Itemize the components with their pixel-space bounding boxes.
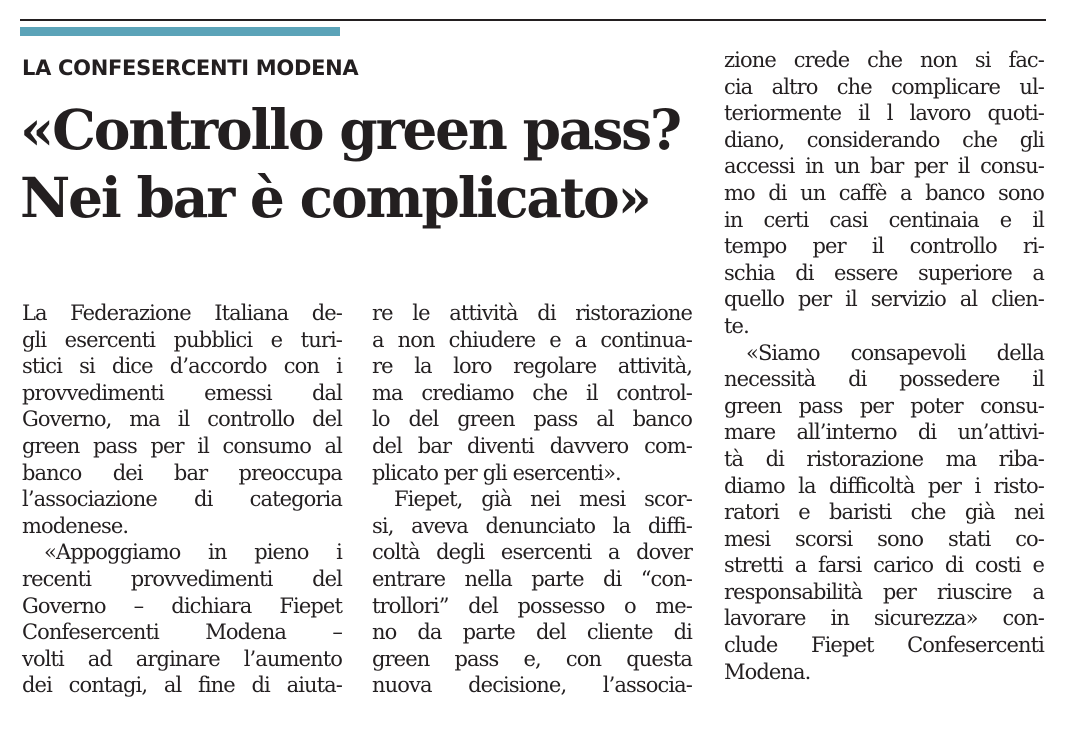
article-column-1 [22,300,342,699]
body-line: plicato per gli esercenti». [372,460,621,485]
body-line: mo di un caffè a banco sono [724,180,1044,205]
body-line: responsabilità per riuscire a [724,579,1044,604]
body-line: clude Fiepet Confesercenti [724,633,1044,658]
body-line: schia di essere superiore a [724,260,1044,285]
body-line: volti ad arginare l’aumento [22,646,342,671]
body-line: provvedimenti emessi dal [22,380,342,405]
body-line: no da parte del cliente di [372,620,692,645]
body-line: si, aveva denunciato la diffi- [372,513,692,538]
body-line: «Siamo consapevoli della [746,340,1044,365]
body-line: tempo per il controllo ri- [724,234,1044,259]
body-line: ratori e baristi che già nei [724,500,1044,525]
body-line: green pass per poter consu- [724,393,1044,418]
headline-line: «Controllo green pass? [20,97,680,162]
body-line: stretti a farsi carico di costi e [724,553,1044,578]
body-line: l’associazione di categoria [22,487,342,512]
section-kicker: LA CONFESERCENTI MODENA [22,56,359,80]
body-line: trollori” del possesso o me- [372,593,692,618]
body-line: gli esercenti pubblici e turi- [22,327,342,352]
body-line: green pass per il consumo al [22,433,342,458]
body-line: re le attività di ristorazione [372,301,692,325]
body-line: recenti provvedimenti del [22,566,342,591]
body-line: nuova decisione, l’associa- [372,673,692,698]
headline-line: Nei bar è complicato» [20,165,650,230]
body-line: Confesercenti Modena – [22,620,342,645]
article-headline [20,96,720,232]
body-line: entrare nella parte di “con- [372,566,692,591]
article-column-3 [724,47,1044,685]
body-line: green pass e, con questa [372,646,692,671]
body-line: cia altro che complicare ul- [724,74,1044,99]
body-line: te. [724,313,749,338]
body-line: mesi scorsi sono stati co- [724,526,1044,551]
body-line: modenese. [22,513,129,538]
body-line: lo del green pass al banco [372,407,692,432]
body-line: quello per il servizio al clien- [724,287,1044,312]
body-line: coltà degli esercenti a dover [372,540,692,565]
section-accent-bar [20,27,340,36]
body-line: necessità di possedere il [724,367,1044,392]
body-line: banco dei bar preoccupa [22,460,342,485]
body-line: tà di ristorazione ma riba- [724,446,1044,471]
body-line: La Federazione Italiana de- [22,301,342,325]
body-line: teriormente il l lavoro quoti- [724,101,1044,126]
body-line: dei contagi, al fine di aiuta- [22,673,342,698]
body-line: diano, considerando che gli [724,127,1044,152]
body-line: in certi casi centinaia e il [724,207,1044,232]
body-line: zione crede che non si fac- [724,48,1044,72]
body-line: Governo – dichiara Fiepet [22,593,342,618]
article-column-2 [372,300,692,699]
body-line: ma crediamo che il control- [372,380,692,405]
body-line: Governo, ma il controllo del [22,407,342,432]
body-line: del bar diventi davvero com- [372,433,692,458]
body-line: a non chiudere e a continua- [372,327,692,352]
body-line: mare all’interno di un’attivi- [724,420,1044,445]
body-line: diamo la difficoltà per i risto- [724,473,1044,498]
body-line: re la loro regolare attività, [372,354,692,379]
body-line: accessi in un bar per il consu- [724,154,1044,179]
body-line: Fiepet, già nei mesi scor- [394,487,692,512]
body-line: «Appoggiamo in pieno i [44,540,342,565]
body-line: lavorare in sicurezza» con- [724,606,1044,631]
body-line: Modena. [724,659,811,684]
body-line: stici si dice d’accordo con i [22,354,342,379]
top-rule [20,19,1046,21]
